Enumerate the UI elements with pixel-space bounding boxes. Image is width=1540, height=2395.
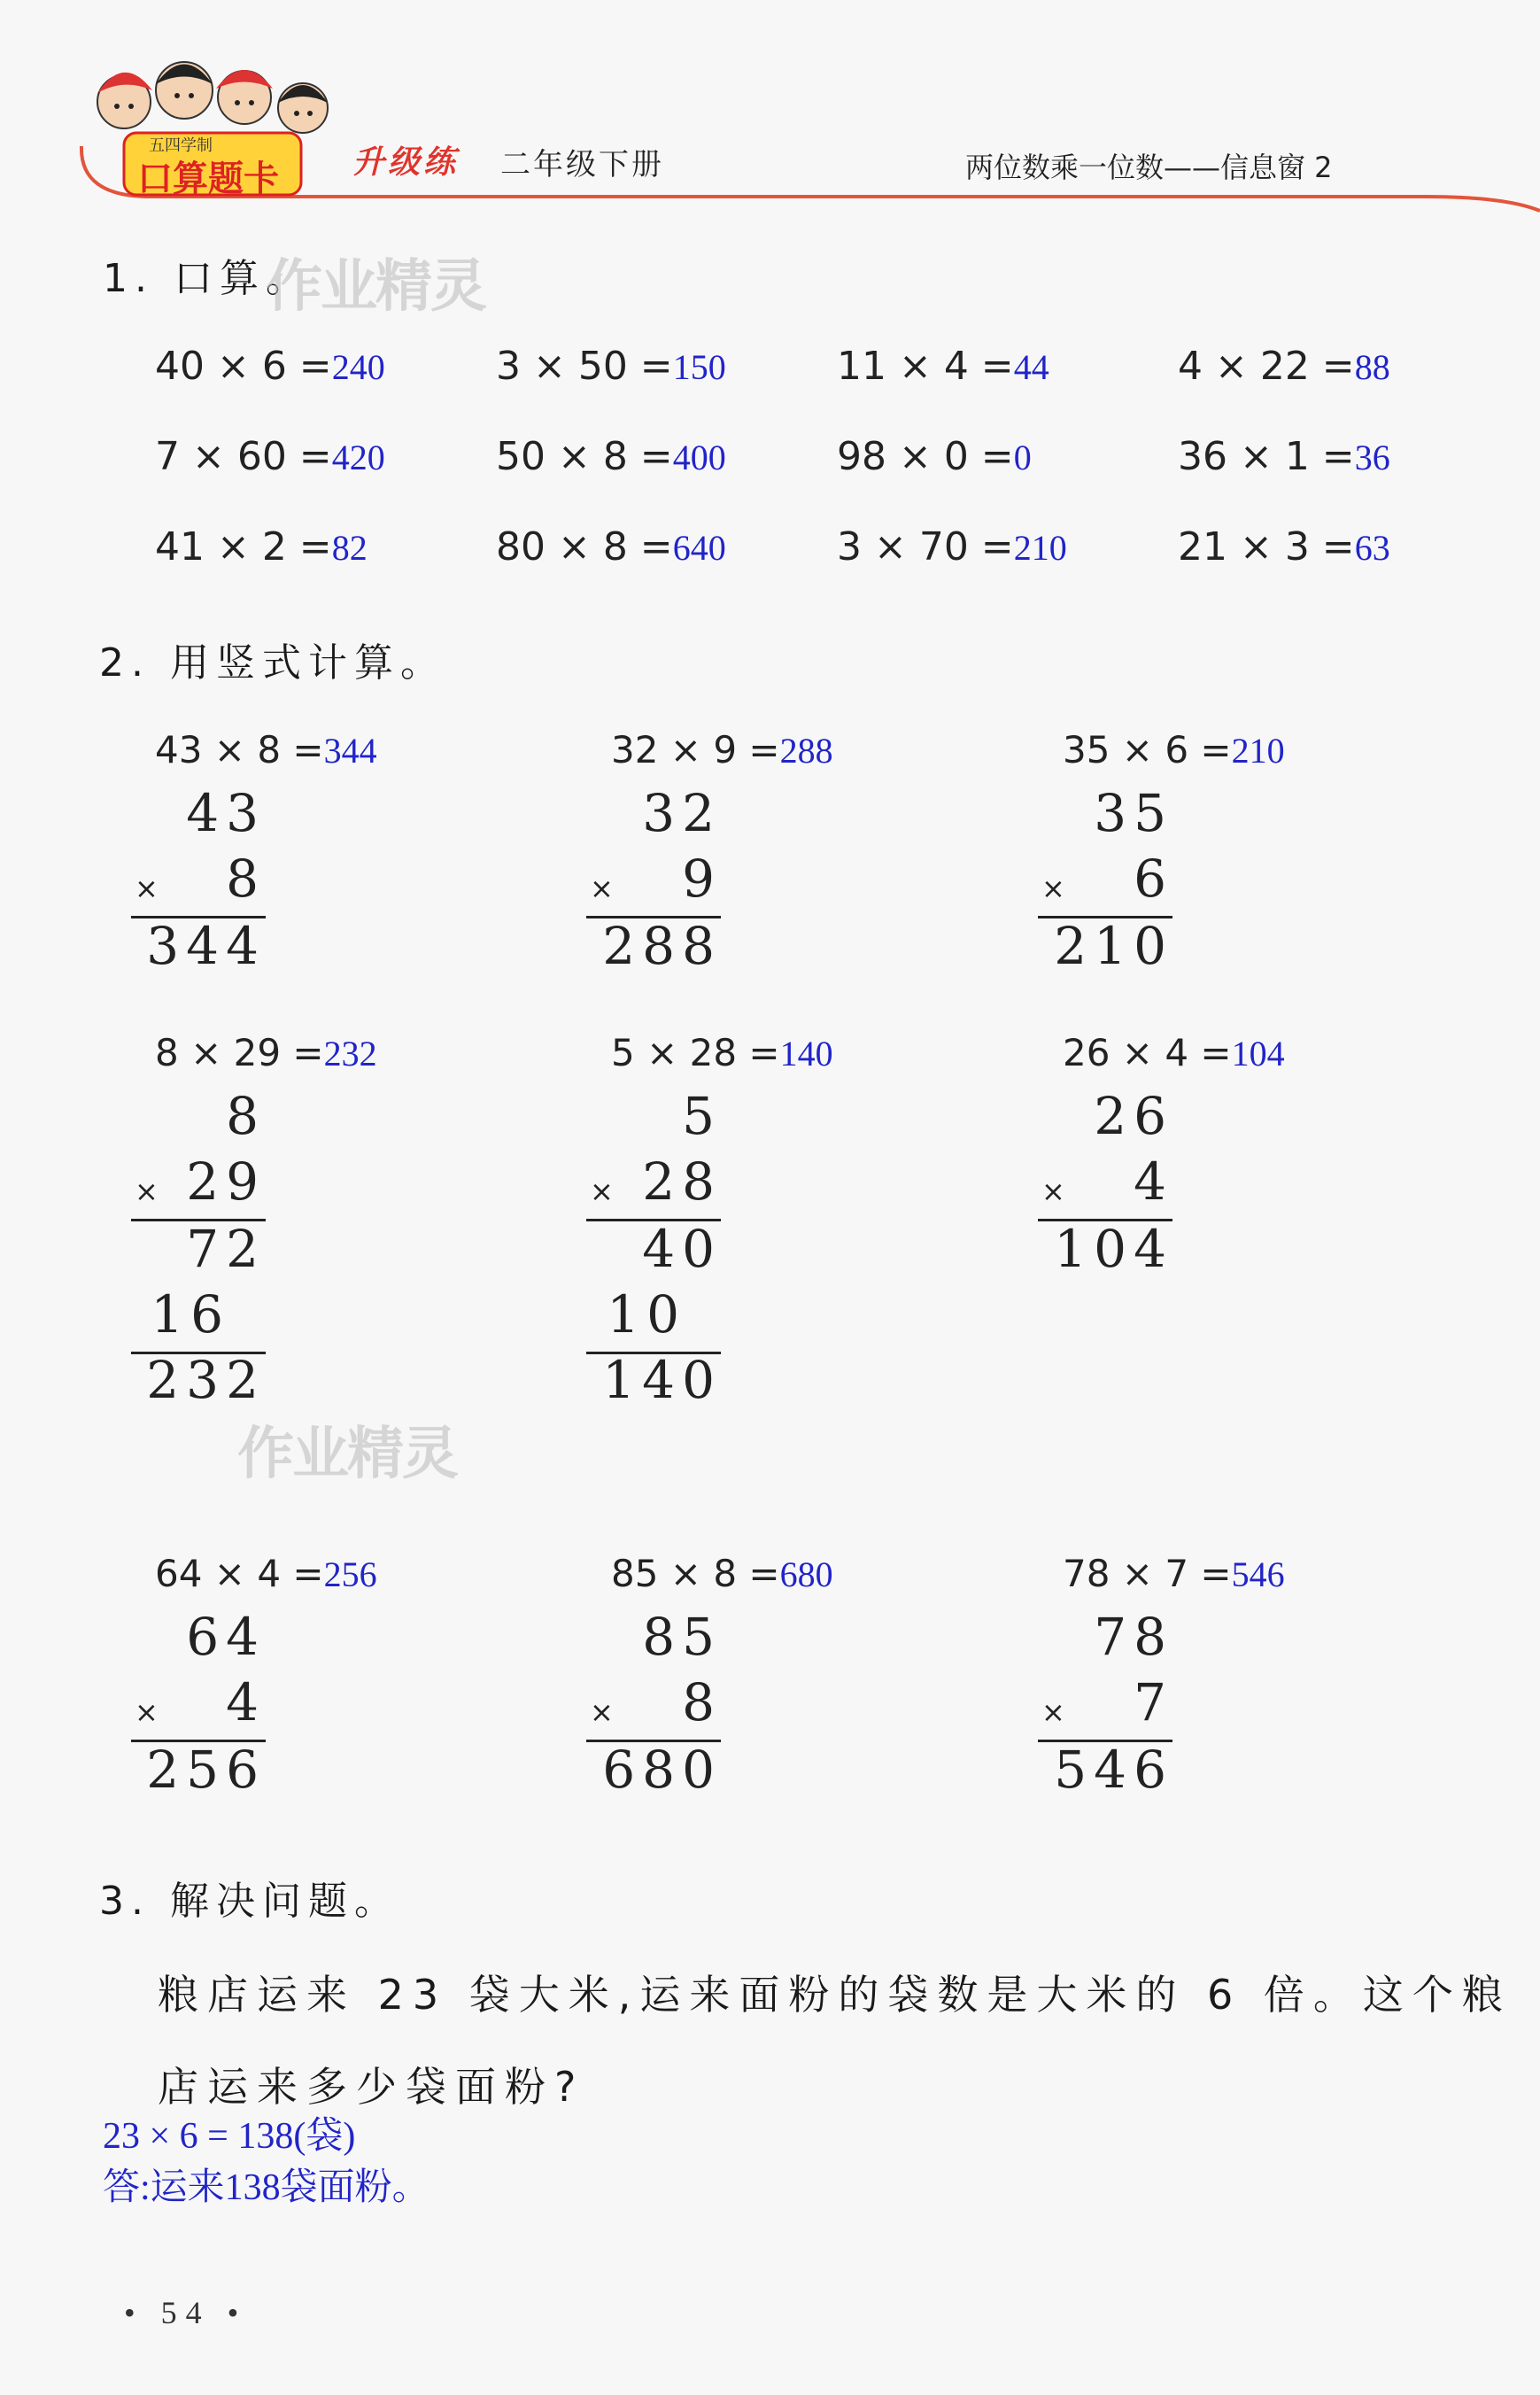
oral-answer: 640 (672, 528, 726, 568)
final-product: 232 (146, 1350, 266, 1410)
oral-question: 3 × 50 = (496, 344, 673, 389)
times-sign: × (135, 1695, 159, 1729)
section-1-title: 1. 口算。 (103, 256, 312, 301)
oral-question: 7 × 60 = (155, 434, 332, 479)
multiplicand: 5 (682, 1086, 722, 1146)
solution-equation: 23 × 6 = 138(袋) (103, 2116, 356, 2157)
times-sign: × (590, 1174, 614, 1208)
final-product: 256 (146, 1740, 266, 1800)
times-sign: × (1041, 1695, 1065, 1729)
oral-item (496, 434, 726, 479)
multiplicand: 8 (226, 1086, 266, 1146)
oral-item (155, 344, 385, 389)
vertical-answer: 344 (323, 731, 377, 771)
series-badge: 五四学制 (149, 136, 213, 155)
oral-answer: 0 (1013, 438, 1032, 477)
multiplier: 4 (226, 1672, 266, 1732)
times-sign: × (590, 872, 614, 905)
vertical-answer: 288 (779, 731, 833, 771)
problem-text-line-2: 店运来多少袋面粉? (158, 2063, 585, 2111)
oral-answer: 210 (1013, 528, 1067, 568)
vertical-question: 32 × 9 = (611, 728, 780, 771)
vertical-expression (155, 728, 377, 771)
oral-question: 36 × 1 = (1178, 434, 1355, 479)
watermark-1: 作业精灵 (266, 254, 485, 320)
multiplier: 29 (186, 1151, 266, 1212)
oral-item (496, 524, 726, 570)
oral-question: 80 × 8 = (496, 524, 673, 570)
multiplicand: 35 (1094, 783, 1173, 843)
multiplier: 6 (1134, 849, 1173, 909)
series-label: 升级练 (352, 144, 460, 181)
vertical-expression (611, 728, 833, 771)
logo-title: 口算题卡 (137, 159, 279, 199)
oral-answer: 63 (1354, 528, 1390, 568)
times-sign: × (1041, 872, 1065, 905)
oral-question: 4 × 22 = (1178, 344, 1355, 389)
final-product: 344 (146, 916, 266, 976)
vertical-question: 26 × 4 = (1063, 1031, 1232, 1074)
oral-answer: 150 (672, 347, 726, 387)
watermark-2: 作业精灵 (237, 1422, 457, 1487)
vertical-answer: 680 (779, 1554, 833, 1594)
vertical-expression (155, 1552, 377, 1595)
oral-answer: 240 (331, 347, 385, 387)
oral-question: 11 × 4 = (837, 344, 1014, 389)
multiplicand: 43 (186, 783, 266, 843)
partial-product-2: 10 (607, 1284, 686, 1345)
oral-question: 40 × 6 = (155, 344, 332, 389)
oral-answer: 400 (672, 438, 726, 477)
vertical-question: 35 × 6 = (1063, 728, 1232, 771)
oral-answer: 88 (1354, 347, 1390, 387)
final-product: 140 (602, 1350, 722, 1410)
section-2-title: 2. 用竖式计算。 (99, 640, 446, 686)
vertical-expression (155, 1031, 377, 1074)
oral-item (155, 434, 385, 479)
vertical-question: 5 × 28 = (611, 1031, 780, 1074)
multiplicand: 26 (1094, 1086, 1173, 1146)
multiplicand: 64 (186, 1607, 266, 1667)
vertical-answer: 546 (1231, 1554, 1285, 1594)
oral-item (837, 524, 1067, 570)
problem-text-line-1: 粮店运来 23 袋大米,运来面粉的袋数是大米的 6 倍。这个粮 (158, 1971, 1512, 2019)
oral-item (496, 344, 726, 389)
vertical-question: 43 × 8 = (155, 728, 324, 771)
multiplier: 8 (226, 849, 266, 909)
oral-item (1178, 524, 1390, 570)
vertical-question: 8 × 29 = (155, 1031, 324, 1074)
times-sign: × (135, 1174, 159, 1208)
oral-answer: 82 (331, 528, 368, 568)
partial-product-1: 40 (642, 1219, 722, 1279)
section-3-title: 3. 解决问题。 (99, 1879, 400, 1924)
vertical-answer: 232 (323, 1034, 377, 1073)
oral-question: 21 × 3 = (1178, 524, 1355, 570)
vertical-expression (611, 1031, 833, 1074)
oral-answer: 420 (331, 438, 385, 477)
multiplicand: 78 (1094, 1607, 1173, 1667)
vertical-answer: 210 (1231, 731, 1285, 771)
vertical-answer: 256 (323, 1554, 377, 1594)
multiplier: 28 (642, 1151, 722, 1212)
times-sign: × (590, 1695, 614, 1729)
page-number: • 54 • (124, 2295, 248, 2330)
grade-label: 二年级下册 (500, 147, 664, 182)
vertical-question: 85 × 8 = (611, 1552, 780, 1595)
final-product: 210 (1054, 916, 1173, 976)
times-sign: × (1041, 1174, 1065, 1208)
vertical-answer: 140 (779, 1034, 833, 1073)
vertical-question: 64 × 4 = (155, 1552, 324, 1595)
multiplier: 7 (1134, 1672, 1173, 1732)
partial-product-1: 72 (186, 1219, 266, 1279)
oral-answer: 44 (1013, 347, 1049, 387)
solution-answer: 答:运来138袋面粉。 (103, 2167, 429, 2208)
vertical-expression (1063, 1552, 1285, 1595)
final-product: 546 (1054, 1740, 1173, 1800)
topic-label: 两位数乘一位数——信息窗 2 (965, 151, 1333, 184)
vertical-answer: 104 (1231, 1034, 1285, 1073)
oral-item (837, 434, 1032, 479)
vertical-expression (1063, 1031, 1285, 1074)
oral-question: 41 × 2 = (155, 524, 332, 570)
oral-item (1178, 434, 1390, 479)
final-product: 288 (602, 916, 722, 976)
vertical-expression (611, 1552, 833, 1595)
oral-question: 98 × 0 = (837, 434, 1014, 479)
final-product: 680 (602, 1740, 722, 1800)
vertical-question: 78 × 7 = (1063, 1552, 1232, 1595)
multiplicand: 85 (642, 1607, 722, 1667)
final-product: 104 (1054, 1219, 1173, 1279)
oral-item (1178, 344, 1390, 389)
oral-answer: 36 (1354, 438, 1390, 477)
multiplier: 4 (1134, 1151, 1173, 1212)
oral-item (155, 524, 368, 570)
multiplicand: 32 (642, 783, 722, 843)
vertical-expression (1063, 728, 1285, 771)
oral-item (837, 344, 1049, 389)
multiplier: 9 (682, 849, 722, 909)
oral-question: 3 × 70 = (837, 524, 1014, 570)
times-sign: × (135, 872, 159, 905)
oral-question: 50 × 8 = (496, 434, 673, 479)
multiplier: 8 (682, 1672, 722, 1732)
partial-product-2: 16 (151, 1284, 230, 1345)
